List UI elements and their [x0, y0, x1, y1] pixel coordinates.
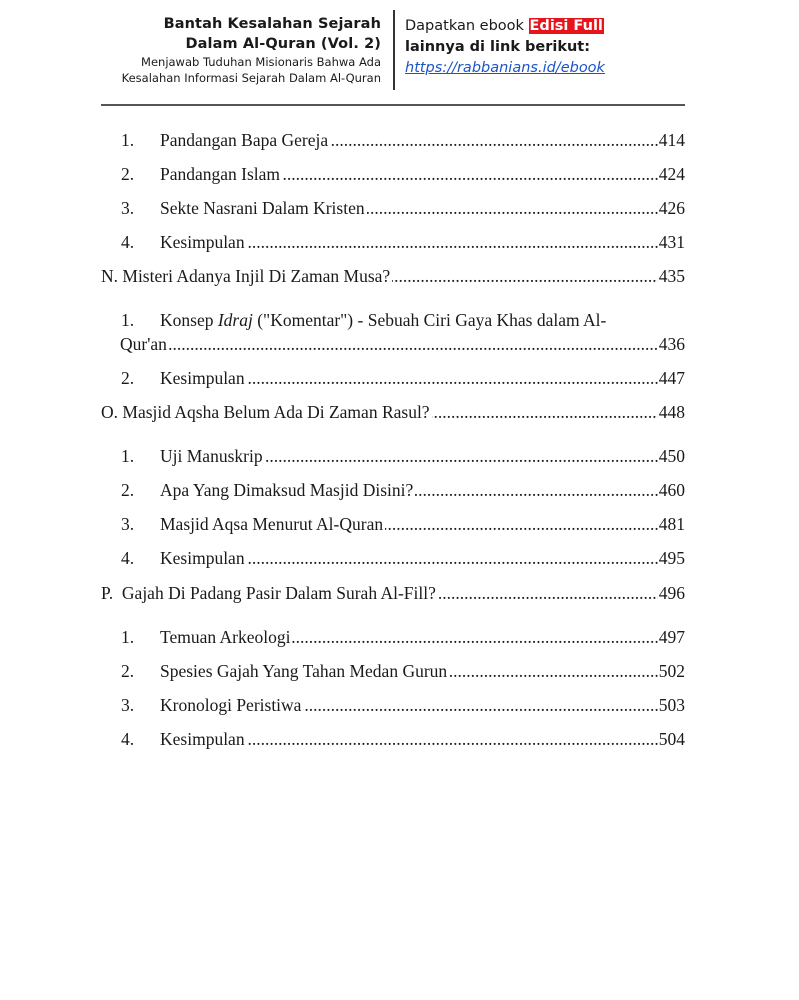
toc-title: Pandangan Islam: [160, 161, 282, 187]
toc-number: 2.: [121, 480, 135, 500]
toc-page: 495: [658, 545, 685, 571]
toc-page: 424: [658, 161, 685, 187]
toc-page: 502: [658, 658, 685, 684]
toc-entry[interactable]: [160, 365, 685, 391]
toc-number: 2.: [121, 164, 135, 184]
toc-number: 2.: [121, 368, 135, 388]
toc-title: Pandangan Bapa Gereja: [160, 127, 330, 153]
toc-entry[interactable]: [160, 443, 685, 469]
toc-title: Uji Manuskrip: [160, 443, 265, 469]
toc-number: 3.: [121, 198, 135, 218]
toc-page: 426: [658, 195, 685, 221]
book-title-line1: Bantah Kesalahan Sejarah: [163, 16, 381, 32]
toc-entry-wrapped-line2[interactable]: [120, 331, 685, 357]
toc-entry[interactable]: [160, 726, 685, 752]
toc-section-entry[interactable]: [101, 580, 685, 606]
toc-page: 504: [658, 726, 685, 752]
toc-page: 447: [658, 365, 685, 391]
promo-block: [405, 16, 605, 79]
toc-entry[interactable]: [160, 161, 685, 187]
toc-number: 4.: [121, 232, 135, 252]
toc-page: 450: [658, 443, 685, 469]
toc-section-title: N. Misteri Adanya Injil Di Zaman Musa?: [101, 263, 392, 289]
header-divider: [393, 10, 395, 90]
toc-page: 435: [658, 263, 685, 289]
toc-page: 431: [658, 229, 685, 255]
toc-number: 4.: [121, 729, 135, 749]
toc-page: 481: [658, 511, 685, 537]
promo-link[interactable]: https://rabbanians.id/ebook: [405, 60, 605, 76]
toc-entry[interactable]: [160, 624, 685, 650]
promo-prefix: Dapatkan ebook: [405, 18, 524, 34]
toc-entry-wrapped-line1[interactable]: [120, 307, 685, 333]
toc-title-italic: Idraj: [217, 310, 253, 330]
toc-entry[interactable]: [160, 229, 685, 255]
promo-highlight: Edisi Full: [529, 18, 603, 34]
toc-number: 3.: [121, 695, 135, 715]
toc-title: Kesimpulan: [160, 545, 247, 571]
toc-number: 3.: [121, 514, 135, 534]
book-title-line2: Dalam Al-Quran (Vol. 2): [185, 36, 381, 52]
toc-section-title: P. Gajah Di Padang Pasir Dalam Surah Al-Fill?: [101, 580, 438, 606]
book-subtitle-line1: Menjawab Tuduhan Misionaris Bahwa Ada: [141, 55, 381, 69]
toc-title: Kesimpulan: [160, 726, 247, 752]
toc-page: 448: [658, 399, 685, 425]
toc-title: Kronologi Peristiwa: [160, 692, 303, 718]
toc-page: 436: [658, 331, 685, 357]
toc-title: Masjid Aqsa Menurut Al-Quran: [160, 511, 385, 537]
toc-entry[interactable]: [160, 545, 685, 571]
toc-page: 460: [658, 477, 685, 503]
toc-section-entry[interactable]: [101, 263, 685, 289]
toc-section-entry[interactable]: [101, 399, 685, 425]
toc-title: Sekte Nasrani Dalam Kristen: [160, 195, 367, 221]
page-header: [0, 10, 799, 94]
toc-title: Kesimpulan: [160, 365, 247, 391]
toc-entry[interactable]: [160, 127, 685, 153]
toc-title: Spesies Gajah Yang Tahan Medan Gurun: [160, 658, 449, 684]
toc-title: Apa Yang Dimaksud Masjid Disini?: [160, 477, 415, 503]
toc-section-title: O. Masjid Aqsha Belum Ada Di Zaman Rasul?: [101, 399, 432, 425]
header-rule: [101, 104, 685, 106]
toc-number: 1.: [121, 310, 135, 330]
toc-entry[interactable]: [160, 658, 685, 684]
toc-number: 1.: [121, 130, 135, 150]
promo-line2: lainnya di link berikut:: [405, 39, 591, 55]
toc-entry[interactable]: [160, 511, 685, 537]
toc-title: Kesimpulan: [160, 229, 247, 255]
toc-number: 1.: [121, 627, 135, 647]
toc-page: 414: [658, 127, 685, 153]
toc-number: 4.: [121, 548, 135, 568]
toc-title: Konsep Idraj ("Komentar") - Sebuah Ciri Gaya Khas dalam Al-: [160, 310, 607, 330]
book-info: [122, 14, 381, 86]
toc-title-continuation: Qur'an: [120, 331, 169, 357]
toc-number: 1.: [121, 446, 135, 466]
toc-page: 497: [658, 624, 685, 650]
toc-page: 496: [658, 580, 685, 606]
toc-entry[interactable]: [160, 195, 685, 221]
toc-entry[interactable]: [160, 477, 685, 503]
toc-number: 2.: [121, 661, 135, 681]
book-subtitle-line2: Kesalahan Informasi Sejarah Dalam Al-Quran: [121, 71, 381, 85]
toc-title: Temuan Arkeologi: [160, 624, 292, 650]
toc-entry[interactable]: [160, 692, 685, 718]
toc-page: 503: [658, 692, 685, 718]
